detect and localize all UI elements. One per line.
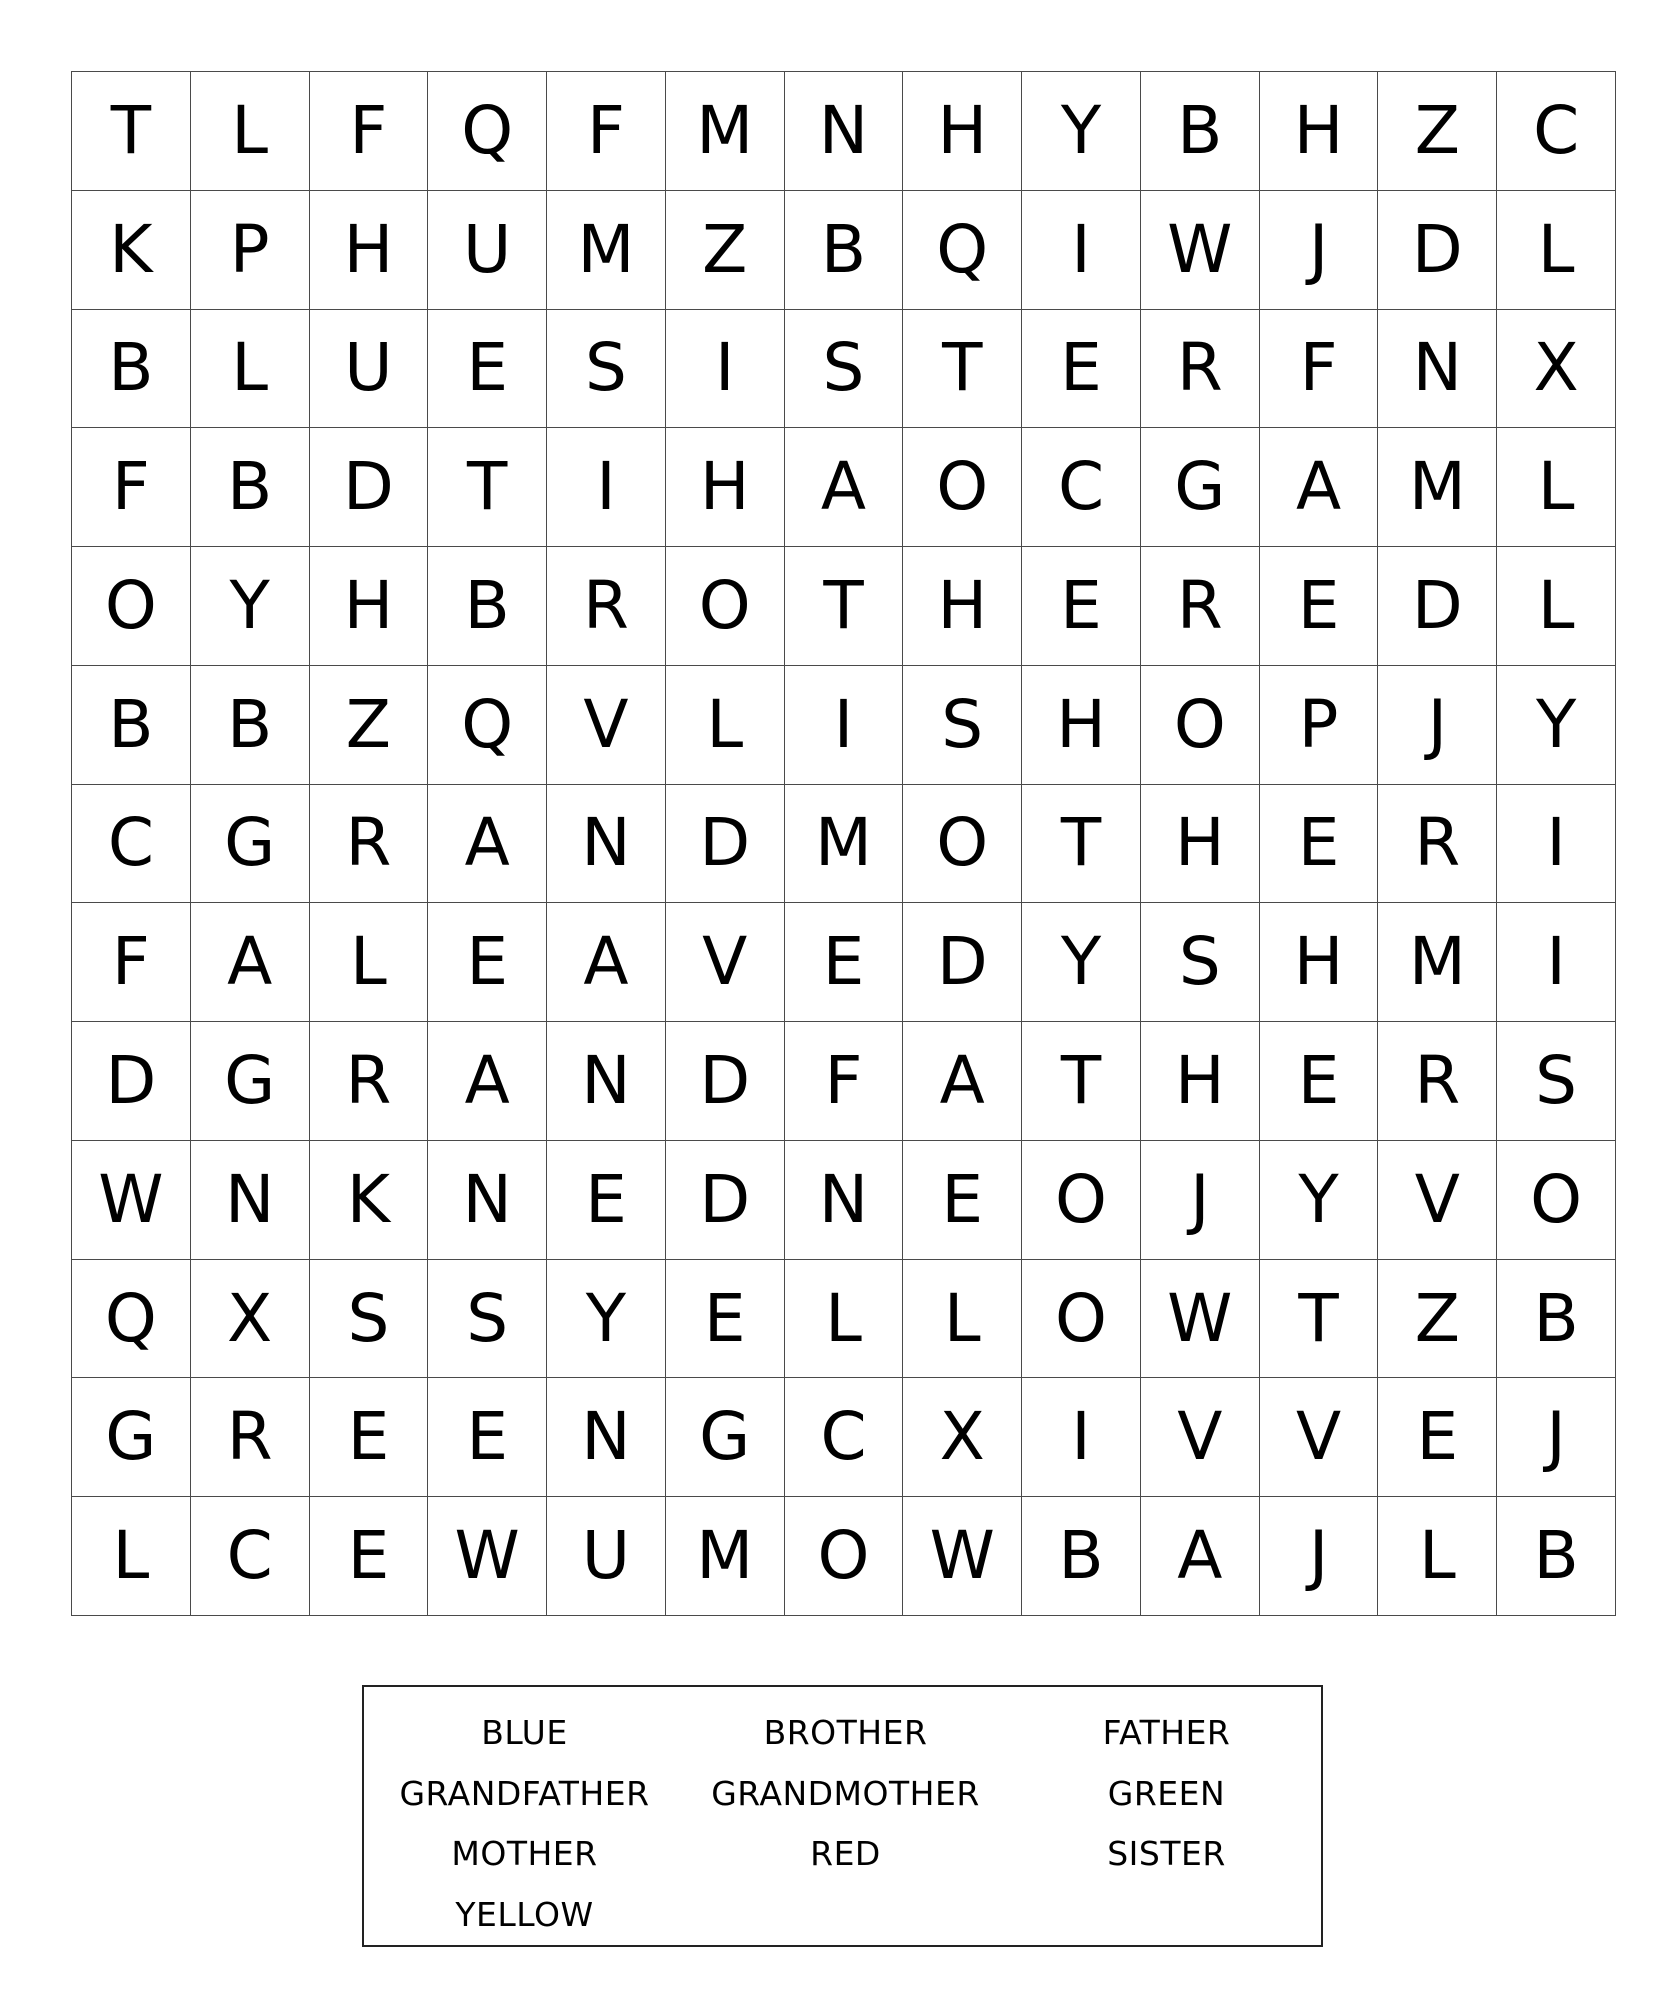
- grid-cell[interactable]: O: [1022, 1260, 1141, 1379]
- grid-cell[interactable]: F: [547, 72, 666, 191]
- grid-cell[interactable]: K: [310, 1141, 429, 1260]
- grid-cell[interactable]: L: [191, 72, 310, 191]
- grid-cell[interactable]: A: [1260, 428, 1379, 547]
- grid-cell[interactable]: X: [191, 1260, 310, 1379]
- grid-cell[interactable]: I: [1497, 785, 1616, 904]
- grid-cell[interactable]: E: [785, 903, 904, 1022]
- grid-cell[interactable]: Y: [1022, 72, 1141, 191]
- grid-cell[interactable]: S: [785, 310, 904, 429]
- grid-cell[interactable]: W: [428, 1497, 547, 1616]
- grid-cell[interactable]: E: [547, 1141, 666, 1260]
- grid-cell[interactable]: J: [1260, 1497, 1379, 1616]
- grid-cell[interactable]: B: [1497, 1497, 1616, 1616]
- grid-cell[interactable]: I: [785, 666, 904, 785]
- grid-cell[interactable]: T: [72, 72, 191, 191]
- grid-cell[interactable]: N: [547, 1022, 666, 1141]
- grid-cell[interactable]: Y: [547, 1260, 666, 1379]
- word-list: [364, 1703, 1321, 1945]
- word-bank-item: GRANDMOTHER: [711, 1773, 980, 1813]
- grid-cell[interactable]: G: [72, 1378, 191, 1497]
- grid-cell[interactable]: B: [1497, 1260, 1616, 1379]
- grid-cell[interactable]: N: [547, 785, 666, 904]
- grid-cell[interactable]: N: [547, 1378, 666, 1497]
- grid-cell[interactable]: G: [1141, 428, 1260, 547]
- grid-cell[interactable]: L: [666, 666, 785, 785]
- grid-cell[interactable]: B: [785, 191, 904, 310]
- grid-cell[interactable]: X: [903, 1378, 1022, 1497]
- grid-cell[interactable]: C: [72, 785, 191, 904]
- grid-cell[interactable]: N: [191, 1141, 310, 1260]
- grid-cell[interactable]: D: [72, 1022, 191, 1141]
- grid-cell[interactable]: V: [1260, 1378, 1379, 1497]
- word-bank-item: FATHER: [1102, 1713, 1231, 1752]
- grid-cell[interactable]: N: [1378, 310, 1497, 429]
- grid-cell[interactable]: Y: [1260, 1141, 1379, 1260]
- grid-cell[interactable]: P: [1260, 666, 1379, 785]
- grid-cell[interactable]: B: [72, 310, 191, 429]
- word-bank-item: GREEN: [1107, 1773, 1226, 1813]
- grid-cell[interactable]: I: [666, 310, 785, 429]
- grid-cell[interactable]: Q: [428, 666, 547, 785]
- grid-cell[interactable]: F: [1260, 310, 1379, 429]
- grid-cell[interactable]: D: [310, 428, 429, 547]
- grid-cell[interactable]: W: [72, 1141, 191, 1260]
- grid-cell[interactable]: B: [72, 666, 191, 785]
- grid-cell[interactable]: H: [310, 191, 429, 310]
- word-bank-item: RED: [810, 1834, 881, 1873]
- grid-cell[interactable]: O: [1022, 1141, 1141, 1260]
- grid-cell[interactable]: V: [1141, 1378, 1260, 1497]
- grid-cell[interactable]: T: [1022, 785, 1141, 904]
- grid-cell[interactable]: O: [1141, 666, 1260, 785]
- grid-cell[interactable]: M: [1378, 903, 1497, 1022]
- grid-cell[interactable]: N: [428, 1141, 547, 1260]
- grid-cell[interactable]: S: [903, 666, 1022, 785]
- grid-cell[interactable]: L: [1497, 547, 1616, 666]
- grid-cell[interactable]: M: [785, 785, 904, 904]
- grid-cell[interactable]: N: [785, 1141, 904, 1260]
- grid-cell[interactable]: W: [903, 1497, 1022, 1616]
- grid-cell[interactable]: N: [785, 72, 904, 191]
- grid-cell[interactable]: J: [1260, 191, 1379, 310]
- grid-cell[interactable]: M: [666, 1497, 785, 1616]
- grid-cell[interactable]: H: [903, 547, 1022, 666]
- word-bank-item: SISTER: [1107, 1834, 1226, 1873]
- grid-cell[interactable]: Q: [903, 191, 1022, 310]
- letter-grid: [71, 71, 1616, 1616]
- grid-cell[interactable]: R: [1141, 547, 1260, 666]
- grid-cell[interactable]: Y: [1022, 903, 1141, 1022]
- grid-cell[interactable]: H: [1022, 666, 1141, 785]
- grid-cell[interactable]: G: [191, 1022, 310, 1141]
- grid-cell[interactable]: A: [903, 1022, 1022, 1141]
- word-bank-item: MOTHER: [451, 1834, 598, 1873]
- grid-cell[interactable]: Z: [310, 666, 429, 785]
- grid-cell[interactable]: X: [1497, 310, 1616, 429]
- grid-cell[interactable]: T: [1022, 1022, 1141, 1141]
- grid-cell[interactable]: J: [1497, 1378, 1616, 1497]
- grid-cell[interactable]: J: [1378, 666, 1497, 785]
- grid-cell[interactable]: R: [547, 547, 666, 666]
- grid-cell[interactable]: U: [310, 310, 429, 429]
- grid-cell[interactable]: E: [428, 903, 547, 1022]
- grid-cell[interactable]: S: [1141, 903, 1260, 1022]
- word-bank-item: GRANDFATHER: [399, 1773, 650, 1813]
- grid-cell[interactable]: B: [191, 428, 310, 547]
- grid-cell[interactable]: C: [1497, 72, 1616, 191]
- grid-cell[interactable]: F: [72, 903, 191, 1022]
- grid-cell[interactable]: B: [191, 666, 310, 785]
- grid-cell[interactable]: H: [1141, 1022, 1260, 1141]
- grid-cell[interactable]: R: [310, 1022, 429, 1141]
- grid-cell[interactable]: G: [191, 785, 310, 904]
- word-bank-item: YELLOW: [455, 1894, 594, 1934]
- grid-cell[interactable]: F: [310, 72, 429, 191]
- grid-cell[interactable]: D: [666, 1022, 785, 1141]
- grid-cell[interactable]: I: [1022, 191, 1141, 310]
- grid-cell[interactable]: E: [428, 1378, 547, 1497]
- grid-cell[interactable]: L: [72, 1497, 191, 1616]
- grid-cell[interactable]: Q: [72, 1260, 191, 1379]
- grid-cell[interactable]: U: [428, 191, 547, 310]
- grid-cell[interactable]: V: [666, 903, 785, 1022]
- grid-cell[interactable]: D: [1378, 191, 1497, 310]
- grid-cell[interactable]: H: [310, 547, 429, 666]
- grid-cell[interactable]: Y: [1497, 666, 1616, 785]
- grid-cell[interactable]: M: [547, 191, 666, 310]
- grid-cell[interactable]: E: [1378, 1378, 1497, 1497]
- grid-cell[interactable]: A: [428, 1022, 547, 1141]
- grid-cell[interactable]: O: [903, 428, 1022, 547]
- grid-cell[interactable]: H: [1141, 785, 1260, 904]
- grid-cell[interactable]: D: [666, 785, 785, 904]
- grid-cell[interactable]: D: [903, 903, 1022, 1022]
- grid-cell[interactable]: D: [666, 1141, 785, 1260]
- grid-cell[interactable]: O: [785, 1497, 904, 1616]
- grid-cell[interactable]: E: [1022, 547, 1141, 666]
- grid-cell[interactable]: A: [191, 903, 310, 1022]
- grid-cell[interactable]: E: [1260, 1022, 1379, 1141]
- grid-cell[interactable]: J: [1141, 1141, 1260, 1260]
- grid-cell[interactable]: R: [1141, 310, 1260, 429]
- grid-cell[interactable]: A: [1141, 1497, 1260, 1616]
- grid-cell[interactable]: H: [1260, 903, 1379, 1022]
- grid-cell[interactable]: L: [903, 1260, 1022, 1379]
- word-bank-item: BLUE: [481, 1713, 568, 1752]
- grid-cell[interactable]: M: [666, 72, 785, 191]
- grid-cell[interactable]: R: [310, 785, 429, 904]
- grid-cell[interactable]: V: [1378, 1141, 1497, 1260]
- grid-cell[interactable]: U: [547, 1497, 666, 1616]
- grid-cell[interactable]: P: [191, 191, 310, 310]
- grid-cell[interactable]: W: [1141, 191, 1260, 310]
- grid-cell[interactable]: I: [547, 428, 666, 547]
- grid-cell[interactable]: S: [428, 1260, 547, 1379]
- grid-cell[interactable]: D: [1378, 547, 1497, 666]
- grid-cell[interactable]: T: [903, 310, 1022, 429]
- grid-cell[interactable]: T: [1260, 1260, 1379, 1379]
- grid-cell[interactable]: E: [310, 1378, 429, 1497]
- grid-cell[interactable]: M: [1378, 428, 1497, 547]
- grid-cell[interactable]: E: [666, 1260, 785, 1379]
- grid-cell[interactable]: Z: [666, 191, 785, 310]
- grid-cell[interactable]: I: [1022, 1378, 1141, 1497]
- grid-cell[interactable]: S: [547, 310, 666, 429]
- grid-cell[interactable]: G: [666, 1378, 785, 1497]
- grid-cell[interactable]: I: [1497, 903, 1616, 1022]
- grid-cell[interactable]: F: [72, 428, 191, 547]
- grid-cell[interactable]: L: [1497, 428, 1616, 547]
- grid-cell[interactable]: L: [1497, 191, 1616, 310]
- grid-cell[interactable]: L: [310, 903, 429, 1022]
- grid-cell[interactable]: E: [1260, 547, 1379, 666]
- grid-cell[interactable]: V: [547, 666, 666, 785]
- grid-cell[interactable]: E: [1260, 785, 1379, 904]
- grid-cell[interactable]: L: [1378, 1497, 1497, 1616]
- grid-cell[interactable]: C: [1022, 428, 1141, 547]
- grid-cell[interactable]: A: [547, 903, 666, 1022]
- grid-cell[interactable]: S: [310, 1260, 429, 1379]
- grid-cell[interactable]: Q: [428, 72, 547, 191]
- grid-cell[interactable]: B: [1022, 1497, 1141, 1616]
- grid-cell[interactable]: L: [785, 1260, 904, 1379]
- grid-cell[interactable]: H: [1260, 72, 1379, 191]
- grid-cell[interactable]: C: [785, 1378, 904, 1497]
- grid-cell[interactable]: O: [666, 547, 785, 666]
- grid-cell[interactable]: H: [903, 72, 1022, 191]
- grid-cell[interactable]: B: [428, 547, 547, 666]
- word-bank: [362, 1685, 1323, 1947]
- grid-cell[interactable]: F: [785, 1022, 904, 1141]
- grid-cell[interactable]: E: [903, 1141, 1022, 1260]
- grid-cell[interactable]: Z: [1378, 1260, 1497, 1379]
- grid-cell[interactable]: R: [1378, 785, 1497, 904]
- grid-cell[interactable]: C: [191, 1497, 310, 1616]
- grid-cell[interactable]: S: [1497, 1022, 1616, 1141]
- grid-cell[interactable]: O: [903, 785, 1022, 904]
- grid-cell[interactable]: E: [428, 310, 547, 429]
- grid-cell[interactable]: R: [1378, 1022, 1497, 1141]
- grid-cell[interactable]: T: [785, 547, 904, 666]
- grid-cell[interactable]: R: [191, 1378, 310, 1497]
- grid-cell[interactable]: H: [666, 428, 785, 547]
- grid-cell[interactable]: O: [1497, 1141, 1616, 1260]
- grid-cell[interactable]: O: [72, 547, 191, 666]
- grid-cell[interactable]: T: [428, 428, 547, 547]
- grid-cell[interactable]: A: [428, 785, 547, 904]
- grid-cell[interactable]: E: [1022, 310, 1141, 429]
- grid-cell[interactable]: B: [1141, 72, 1260, 191]
- grid-cell[interactable]: K: [72, 191, 191, 310]
- grid-cell[interactable]: L: [191, 310, 310, 429]
- grid-cell[interactable]: E: [310, 1497, 429, 1616]
- grid-cell[interactable]: A: [785, 428, 904, 547]
- grid-cell[interactable]: Y: [191, 547, 310, 666]
- grid-cell[interactable]: W: [1141, 1260, 1260, 1379]
- grid-cell[interactable]: Z: [1378, 72, 1497, 191]
- word-bank-item: BROTHER: [763, 1713, 928, 1752]
